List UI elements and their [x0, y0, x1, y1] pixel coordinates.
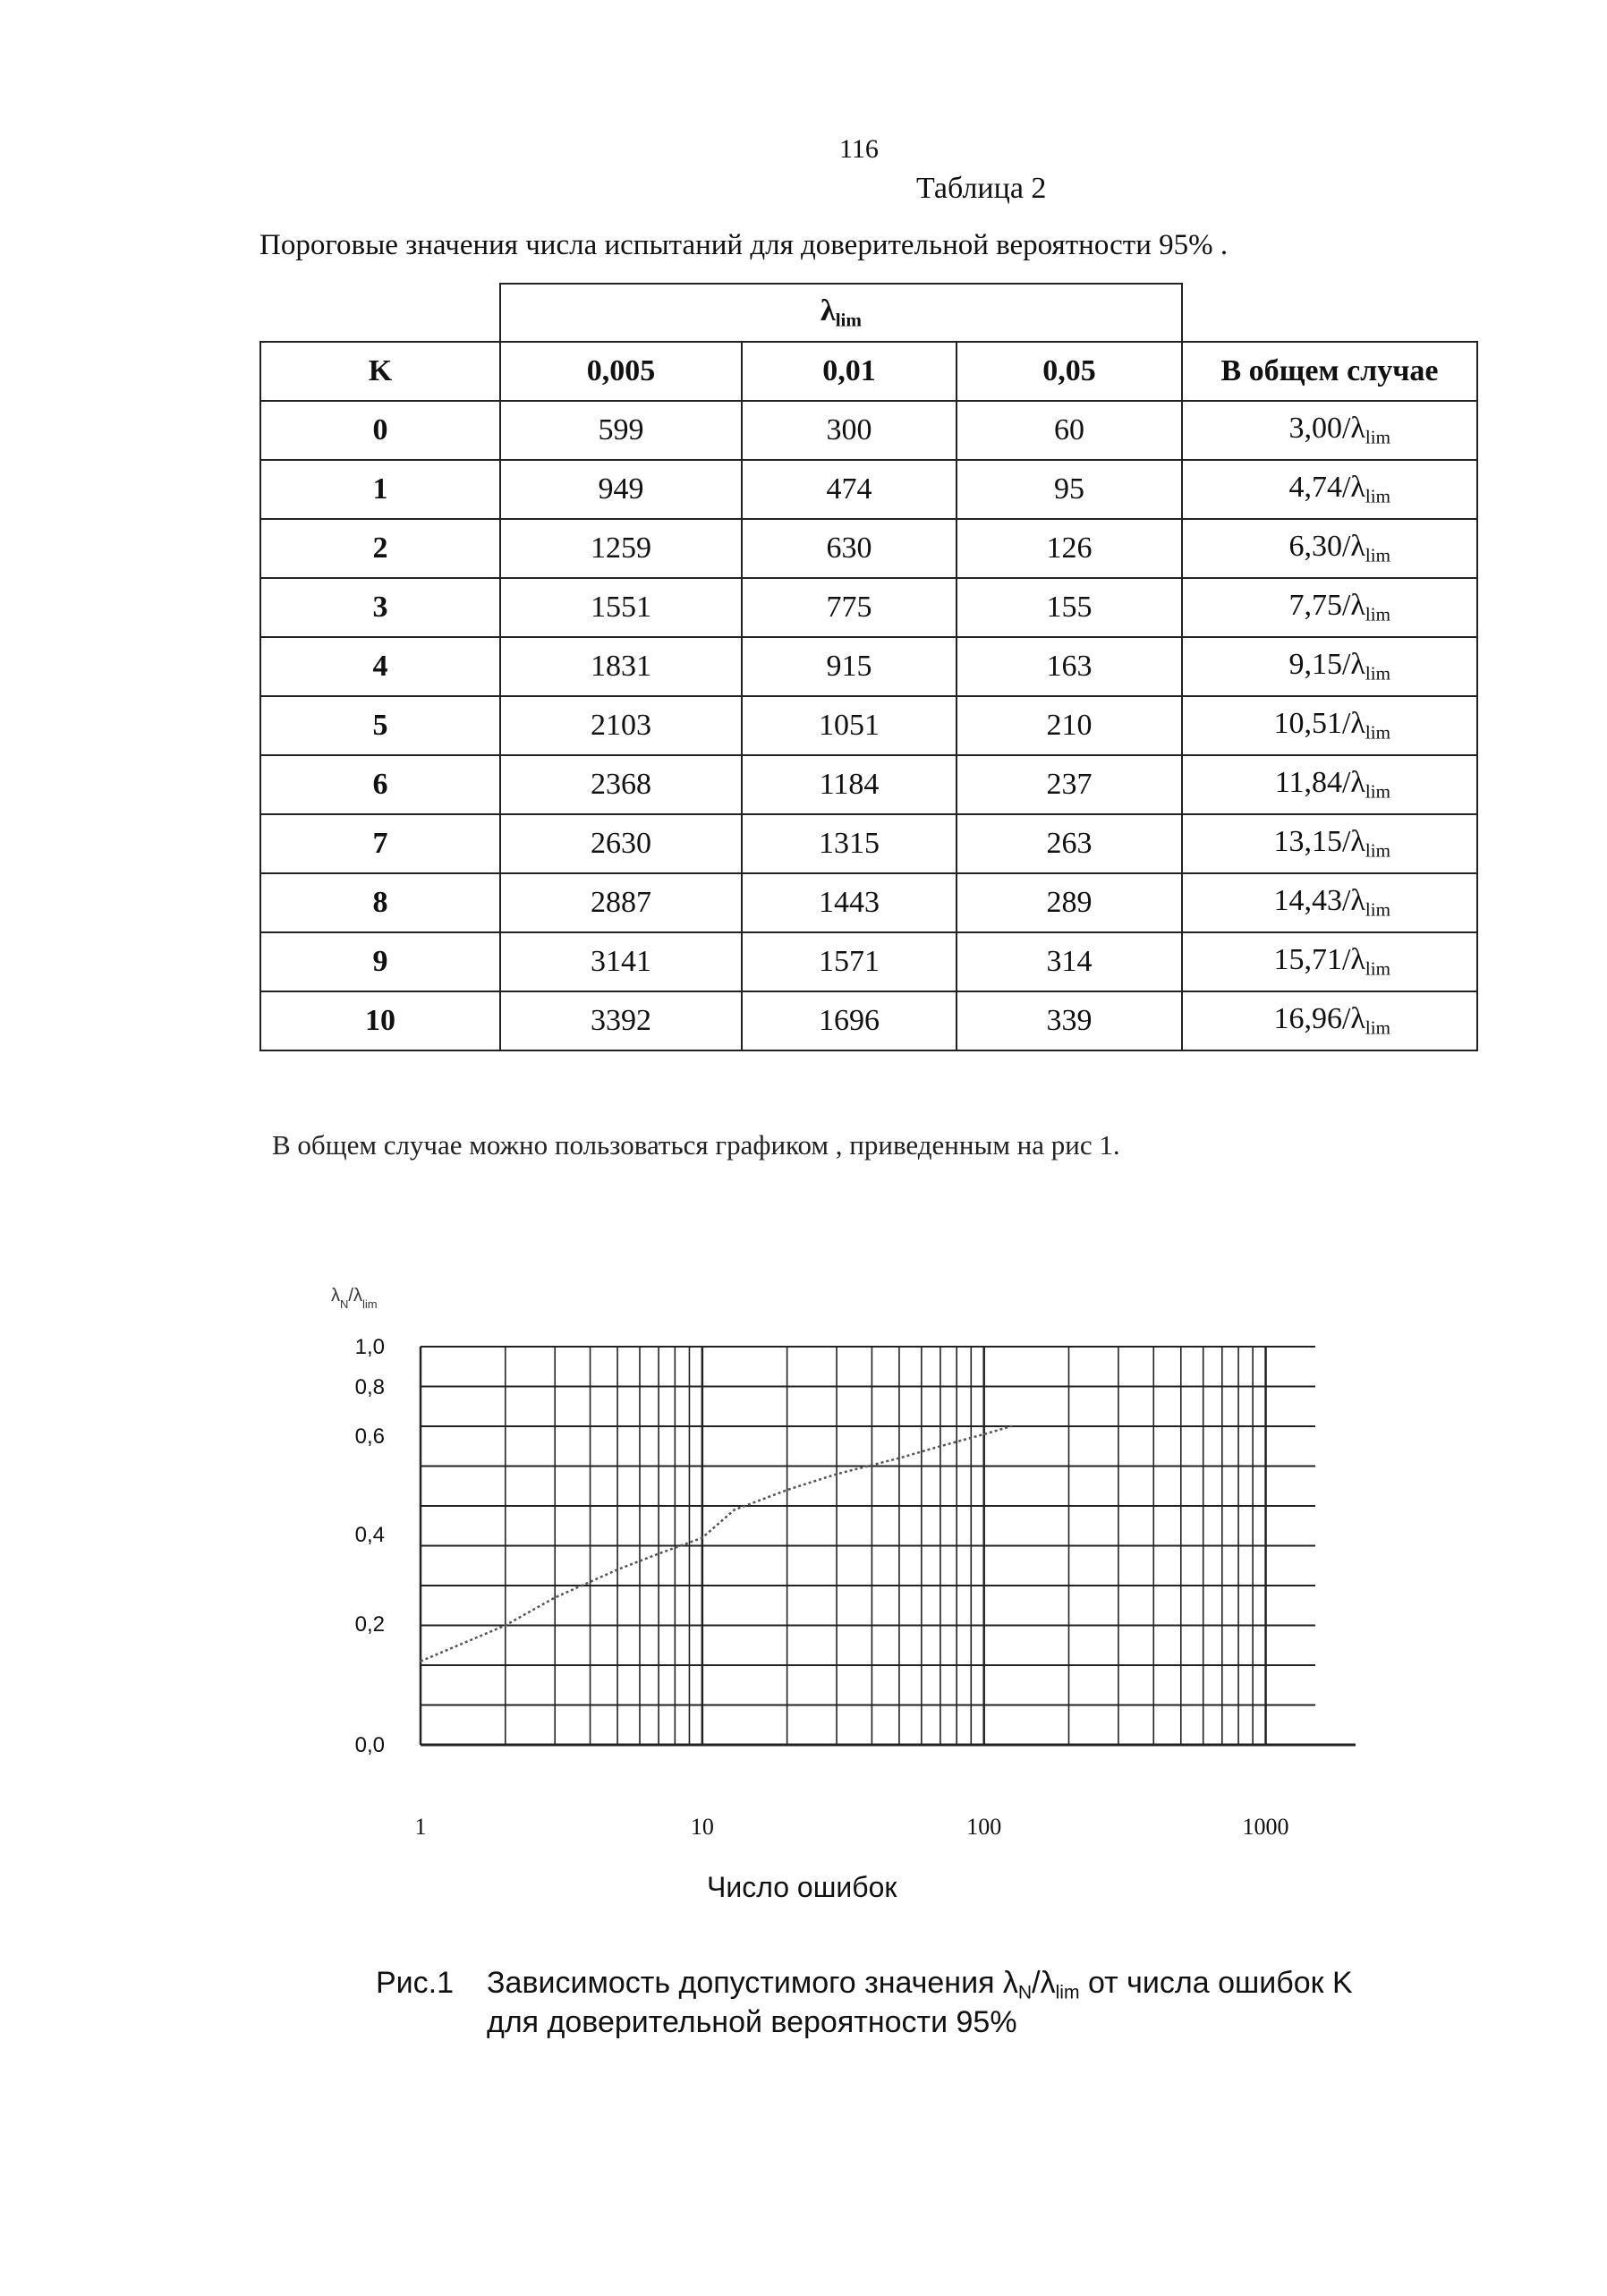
data-point: [701, 1536, 703, 1538]
cell-k: 5: [260, 696, 500, 755]
data-point: [836, 1473, 838, 1475]
table-title: Пороговые значения числа испытаний для доверительной вероятности 95% .: [259, 229, 1229, 261]
figure-caption-label: Рис.1: [376, 1966, 455, 2000]
cell-value: 3392: [500, 991, 742, 1050]
cell-value: 289: [957, 873, 1182, 932]
cell-value: 915: [742, 637, 957, 696]
cell-value: 300: [742, 401, 957, 460]
cell-value: 2368: [500, 755, 742, 814]
cell-value: 2630: [500, 814, 742, 873]
figure-caption: Рис.1 Зависимость допустимого значения $\lambda_N/\lambda_{lim}$ от числа ошибок K для доверительной вероятности 95%: [376, 1966, 1353, 2040]
chart-grid: [421, 1347, 1356, 1745]
table-row: [260, 755, 1477, 814]
cell-value: 3141: [500, 932, 742, 991]
cell-general: $4,74/\lambda_{lim}$: [1182, 460, 1477, 519]
y-tick-label: 0,8: [354, 1375, 385, 1399]
cell-value: 60: [957, 401, 1182, 460]
table-row: [260, 814, 1477, 873]
cell-value: 1184: [742, 755, 957, 814]
cell-general: $7,75/\lambda_{lim}$: [1182, 578, 1477, 637]
cell-value: 1831: [500, 637, 742, 696]
cell-value: 1259: [500, 519, 742, 578]
table-row: [260, 578, 1477, 637]
column-header-k: K: [260, 342, 500, 401]
cell-value: 1551: [500, 578, 742, 637]
cell-general: $15,71/\lambda_{lim}$: [1182, 932, 1477, 991]
x-tick-label: 1000: [1242, 1814, 1289, 1840]
cell-k: 7: [260, 814, 500, 873]
x-tick-label: 1: [414, 1814, 427, 1840]
cell-value: 210: [957, 696, 1182, 755]
data-point: [734, 1509, 735, 1510]
body-paragraph: В общем случае можно пользоваться графиком , приведенным на рис 1.: [272, 1129, 1120, 1161]
table-row: [260, 991, 1477, 1050]
cell-value: 1315: [742, 814, 957, 873]
chart-series: [420, 1425, 1013, 1662]
chart-x-axis-label: Число ошибок: [707, 1871, 897, 1903]
table-row: [260, 637, 1477, 696]
cell-k: 6: [260, 755, 500, 814]
y-tick-label: 1,0: [354, 1335, 385, 1359]
table-header-row: [260, 342, 1477, 401]
cell-value: 155: [957, 578, 1182, 637]
cell-general: $11,84/\lambda_{lim}$: [1182, 755, 1477, 814]
y-tick-label: 0,0: [354, 1733, 385, 1757]
table-caption: Таблица 2: [916, 172, 1047, 205]
cell-k: 10: [260, 991, 500, 1050]
ratio-vs-errors-chart: [304, 1280, 1450, 1942]
cell-value: 775: [742, 578, 957, 637]
y-tick-label: 0,6: [354, 1424, 385, 1449]
cell-general: $9,15/\lambda_{lim}$: [1182, 637, 1477, 696]
table-row: [260, 932, 1477, 991]
data-point: [658, 1552, 659, 1554]
cell-value: 339: [957, 991, 1182, 1050]
cell-value: 630: [742, 519, 957, 578]
data-point: [898, 1457, 900, 1458]
table-row: [260, 401, 1477, 460]
cell-value: 599: [500, 401, 742, 460]
cell-value: 314: [957, 932, 1182, 991]
cell-value: 126: [957, 519, 1182, 578]
cell-general: $14,43/\lambda_{lim}$: [1182, 873, 1477, 932]
table-row: [260, 696, 1477, 755]
data-point: [983, 1433, 985, 1435]
cell-k: 9: [260, 932, 500, 991]
column-header-001: 0,01: [742, 342, 957, 401]
chart-labels: [355, 1335, 1289, 1840]
page-number: 116: [839, 134, 879, 164]
x-tick-label: 100: [966, 1814, 1002, 1840]
table-row: [260, 460, 1477, 519]
column-header-0005: 0,005: [500, 342, 742, 401]
cell-value: 163: [957, 637, 1182, 696]
cell-k: 8: [260, 873, 500, 932]
cell-value: 1571: [742, 932, 957, 991]
x-tick-label: 10: [690, 1814, 714, 1840]
cell-value: 263: [957, 814, 1182, 873]
column-header-general: В общем случае: [1182, 342, 1477, 401]
cell-general: $10,51/\lambda_{lim}$: [1182, 696, 1477, 755]
data-point: [786, 1489, 787, 1491]
cell-k: 4: [260, 637, 500, 696]
threshold-table: [259, 283, 1478, 1051]
y-tick-label: 0,4: [354, 1523, 385, 1547]
column-header-005: 0,05: [957, 342, 1182, 401]
data-point: [554, 1596, 556, 1598]
cell-value: 949: [500, 460, 742, 519]
cell-value: 2103: [500, 696, 742, 755]
cell-value: 95: [957, 460, 1182, 519]
cell-k: 0: [260, 401, 500, 460]
cell-value: 1051: [742, 696, 957, 755]
table-row: [260, 519, 1477, 578]
cell-general: $3,00/\lambda_{lim}$: [1182, 401, 1477, 460]
cell-value: 1443: [742, 873, 957, 932]
data-point: [420, 1660, 421, 1662]
data-point: [505, 1624, 506, 1626]
data-point: [1010, 1425, 1012, 1427]
cell-general: $13,15/\lambda_{lim}$: [1182, 814, 1477, 873]
lambda-group-header: $\lambda_{lim}$: [500, 284, 1182, 342]
cell-value: 2887: [500, 873, 742, 932]
cell-general: $6,30/\lambda_{lim}$: [1182, 519, 1477, 578]
cell-k: 3: [260, 578, 500, 637]
cell-value: 474: [742, 460, 957, 519]
cell-k: 1: [260, 460, 500, 519]
cell-value: 1696: [742, 991, 957, 1050]
cell-k: 2: [260, 519, 500, 578]
table-row: [260, 873, 1477, 932]
data-point: [616, 1569, 618, 1570]
chart-y-axis-label: $\lambda_N/\lambda_{lim}$: [331, 1286, 378, 1311]
cell-general: $16,96/\lambda_{lim}$: [1182, 991, 1477, 1050]
y-tick-label: 0,2: [354, 1612, 385, 1637]
data-point: [940, 1445, 941, 1447]
cell-value: 237: [957, 755, 1182, 814]
table-lambda-header-row: [260, 284, 1477, 342]
